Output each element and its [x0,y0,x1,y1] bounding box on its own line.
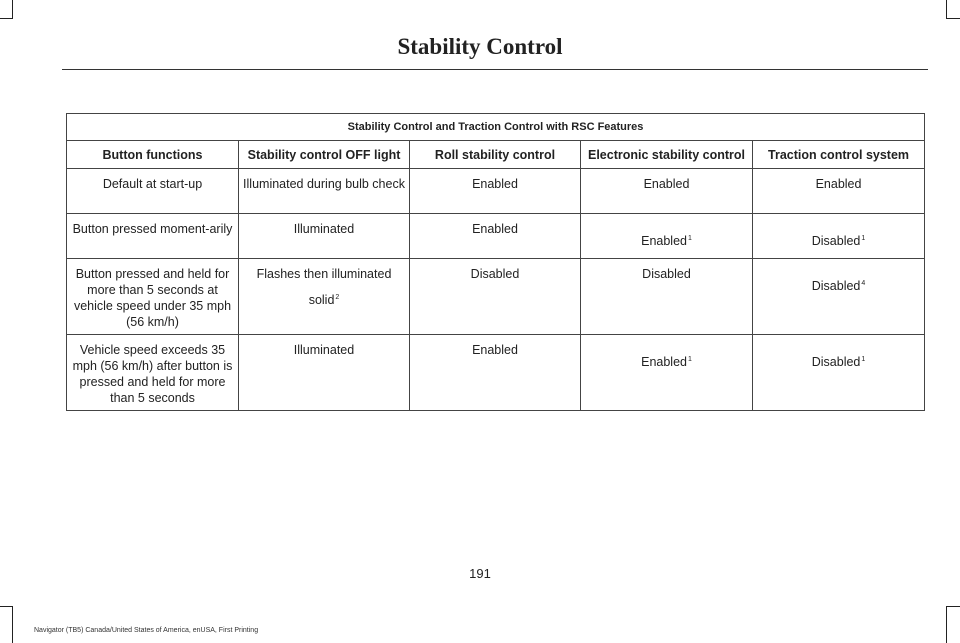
column-header-esc: Electronic stability control [581,141,753,169]
cell-button-function [67,214,239,259]
column-header-tcs: Traction control system [753,141,925,169]
table-header-row [67,141,925,169]
footnote-marker: 1 [687,235,692,242]
cell-esc [581,214,753,259]
cell-text: Disabled [811,279,861,294]
cell-text: Disabled [642,267,691,281]
column-header-rsc: Roll stability control [410,141,581,169]
cell-off-light [239,335,410,411]
cell-content [755,266,922,294]
cell-content [755,342,922,370]
page-number: 191 [469,566,491,581]
cell-off-light [239,214,410,259]
table-row [67,169,925,214]
cell-button-function [67,259,239,335]
cell-text: Flashes then illuminated [256,267,392,281]
cell-tcs [753,335,925,411]
cell-text: Enabled [641,355,687,370]
table-row [67,214,925,259]
cell-text: Button pressed moment-arily [72,222,233,236]
crop-mark-bottom-right-horizontal [946,606,960,607]
table-row [67,259,925,335]
cell-rsc [410,259,581,335]
cell-text: Vehicle speed exceeds 35 mph (56 km/h) after button is pressed and held for more than 5 seconds [72,343,233,405]
cell-tcs [753,169,925,214]
page-title: Stability Control [397,34,563,59]
cell-tcs [753,259,925,335]
printing-info: Navigator (TB5) Canada/United States of America, enUSA, First Printing [34,627,259,634]
crop-mark-top-right-horizontal [946,18,960,19]
crop-mark-top-right-vertical [946,0,947,18]
cell-rsc [410,335,581,411]
crop-mark-top-left-horizontal [0,18,13,19]
title-rule [62,69,928,70]
footnote-marker: 1 [861,356,866,363]
column-header-off-light: Stability control OFF light [239,141,410,169]
footnote-marker: 1 [687,356,692,363]
footnote-marker: 1 [861,235,866,242]
footnote-marker: 2 [335,294,340,301]
cell-text: Disabled [811,234,861,249]
table-caption-row [67,114,925,141]
cell-content [583,221,750,249]
cell-button-function [67,335,239,411]
cell-text-line2 [241,290,407,308]
cell-esc [581,335,753,411]
cell-text: Default at start-up [102,177,203,191]
cell-text: Enabled [472,177,518,191]
cell-esc [581,169,753,214]
column-header-button-functions: Button functions [67,141,239,169]
cell-content [241,266,407,308]
cell-text: solid [308,293,335,308]
cell-text: Enabled [643,177,690,191]
table-caption: Stability Control and Traction Control with RSC Features [67,114,925,141]
cell-off-light [239,169,410,214]
cell-text: Enabled [472,222,518,236]
crop-mark-bottom-right-vertical [946,606,947,643]
cell-text: Enabled [815,177,862,191]
cell-esc [581,259,753,335]
cell-rsc [410,214,581,259]
features-table [66,113,925,411]
cell-content [755,221,922,249]
cell-rsc [410,169,581,214]
cell-off-light [239,259,410,335]
crop-mark-bottom-left-horizontal [0,606,13,607]
cell-text: Disabled [811,355,861,370]
crop-mark-top-left-vertical [12,0,13,18]
cell-text: Illuminated [293,343,355,357]
crop-mark-bottom-left-vertical [12,606,13,643]
cell-tcs [753,214,925,259]
cell-text: Button pressed and held for more than 5 seconds at vehicle speed under 35 mph (56 km/h) [73,267,232,329]
cell-text: Illuminated during bulb check [243,177,405,191]
cell-text: Disabled [470,267,520,281]
cell-text: Enabled [472,343,518,357]
cell-text: Enabled [641,234,687,249]
cell-text: Illuminated [293,222,355,236]
footnote-marker: 4 [861,280,866,287]
table-row [67,335,925,411]
cell-content [583,342,750,370]
cell-button-function [67,169,239,214]
